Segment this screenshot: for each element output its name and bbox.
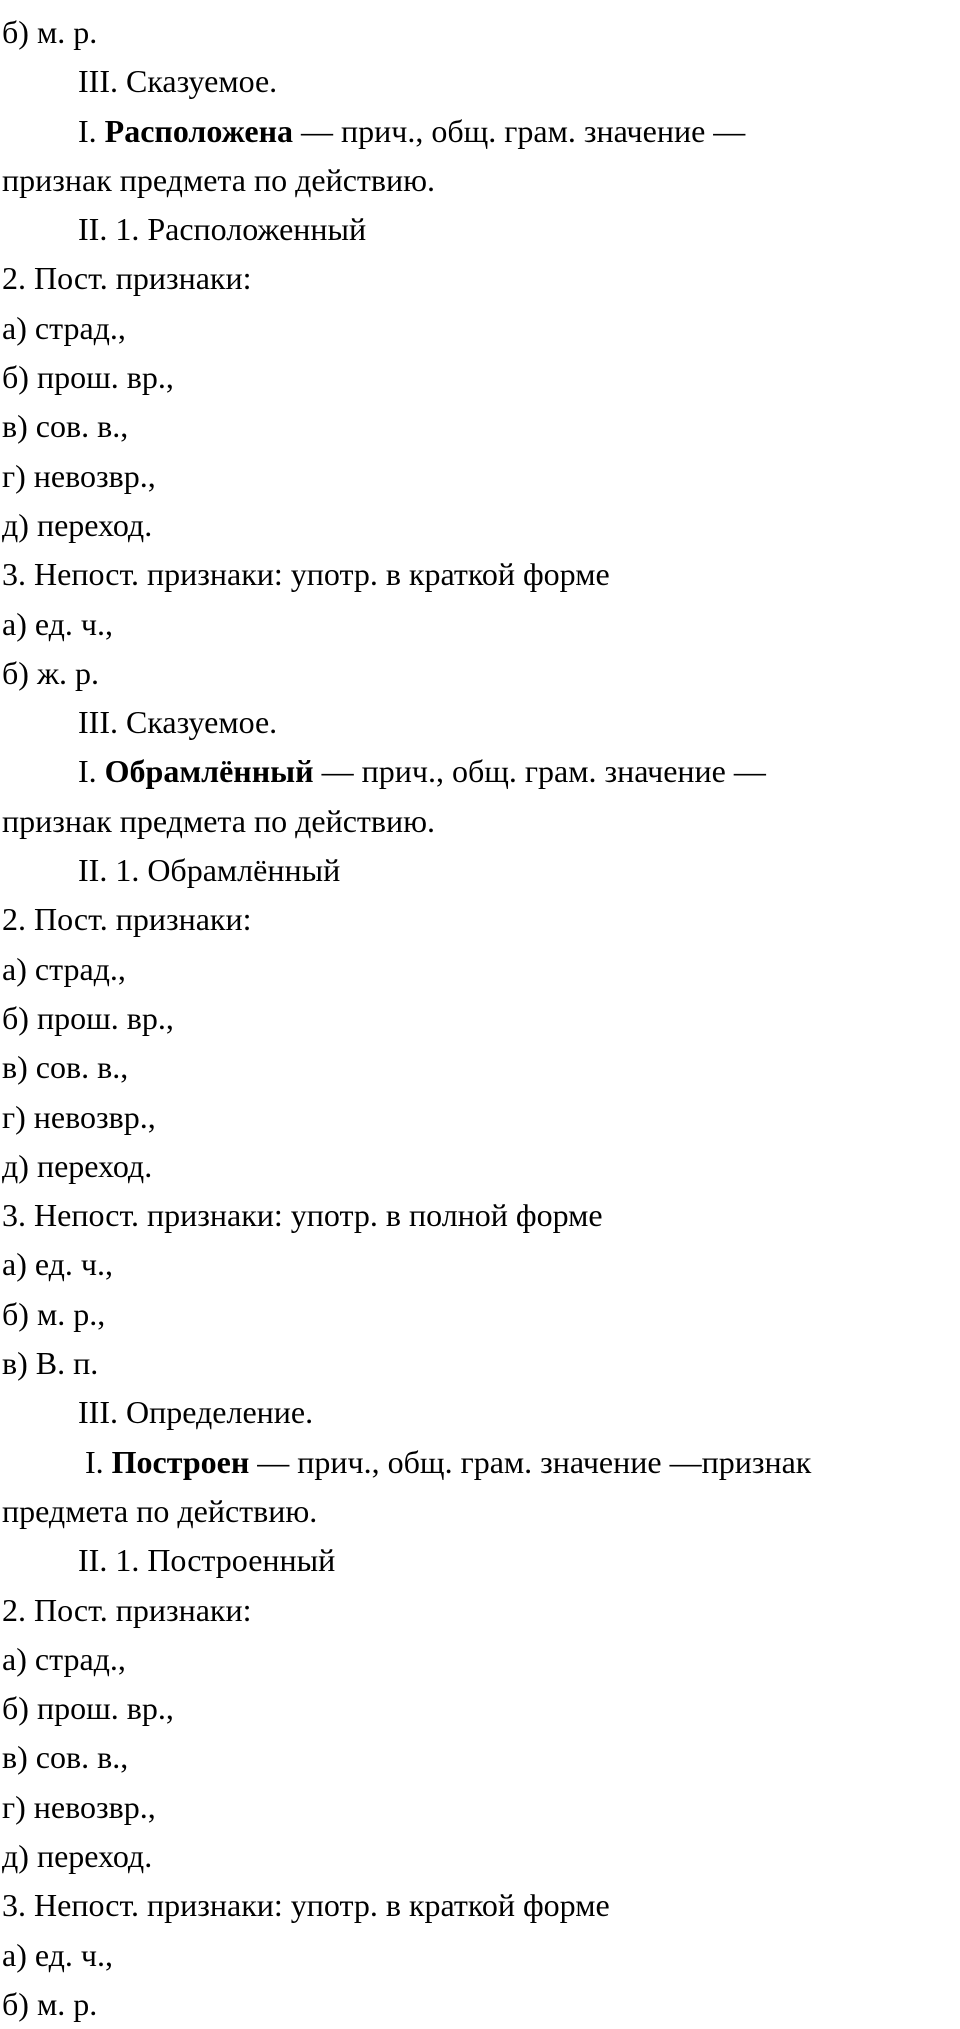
constant-features-title: 2. Пост. признаки: xyxy=(2,901,252,938)
constant-features-title: 2. Пост. признаки: xyxy=(2,1591,252,1628)
feature-line: д) переход. xyxy=(2,1837,153,1874)
variable-features-title: 3. Непост. признаки: употр. в краткой форме xyxy=(2,556,610,593)
parsed-word: Построен xyxy=(111,1443,250,1480)
heading-text: — прич., общ. грам. значение — xyxy=(293,112,746,149)
feature-line: б) м. р. xyxy=(2,1985,98,2022)
heading-prefix: I. xyxy=(85,1443,112,1480)
parsed-word: Обрамлённый xyxy=(104,753,314,790)
feature-line: а) страд., xyxy=(2,1640,126,1677)
syntactic-role: III. Сказуемое. xyxy=(78,63,278,100)
feature-line: в) сов. в., xyxy=(2,1739,129,1776)
initial-form: II. 1. Расположенный xyxy=(78,211,367,248)
feature-line: а) ед. ч., xyxy=(2,1936,114,1973)
feature-line: а) ед. ч., xyxy=(2,1246,114,1283)
feature-line: д) переход. xyxy=(2,1147,153,1184)
heading-continuation: предмета по действию. xyxy=(2,1492,318,1529)
feature-line: б) м. р. xyxy=(2,14,98,50)
heading-text: — прич., общ. грам. значение —признак xyxy=(249,1443,812,1480)
feature-line: а) страд., xyxy=(2,309,126,346)
heading-prefix: I. xyxy=(78,753,105,790)
variable-features-title: 3. Непост. признаки: употр. в полной форме xyxy=(2,1197,603,1234)
initial-form: II. 1. Обрамлённый xyxy=(78,852,341,889)
parsed-word: Расположена xyxy=(104,112,293,149)
syntactic-role: III. Сказуемое. xyxy=(78,704,278,741)
feature-line: а) страд., xyxy=(2,950,126,987)
parse-heading xyxy=(0,747,960,796)
feature-line: д) переход. xyxy=(2,506,153,543)
feature-line: б) прош. вр., xyxy=(2,999,174,1036)
parse-heading xyxy=(0,1438,960,1487)
parse-heading xyxy=(0,107,960,156)
heading-text: — прич., общ. грам. значение — xyxy=(313,753,766,790)
feature-line: в) сов. в., xyxy=(2,1049,129,1086)
heading-continuation: признак предмета по действию. xyxy=(2,802,436,839)
heading-continuation: признак предмета по действию. xyxy=(2,161,436,198)
feature-line: а) ед. ч., xyxy=(2,605,114,642)
feature-line: г) невозвр., xyxy=(2,1788,156,1825)
syntactic-role: III. Определение. xyxy=(78,1394,314,1431)
heading-prefix: I. xyxy=(78,112,105,149)
variable-features-title: 3. Непост. признаки: употр. в краткой форме xyxy=(2,1887,610,1924)
feature-line: б) ж. р. xyxy=(2,654,100,691)
feature-line: в) сов. в., xyxy=(2,408,129,445)
feature-line: г) невозвр., xyxy=(2,457,156,494)
feature-line: в) В. п. xyxy=(2,1345,99,1382)
feature-line: г) невозвр., xyxy=(2,1098,156,1135)
constant-features-title: 2. Пост. признаки: xyxy=(2,260,252,297)
feature-line: б) м. р., xyxy=(2,1295,106,1332)
feature-line: б) прош. вр., xyxy=(2,359,174,396)
initial-form: II. 1. Построенный xyxy=(78,1542,336,1579)
feature-line: б) прош. вр., xyxy=(2,1690,174,1727)
